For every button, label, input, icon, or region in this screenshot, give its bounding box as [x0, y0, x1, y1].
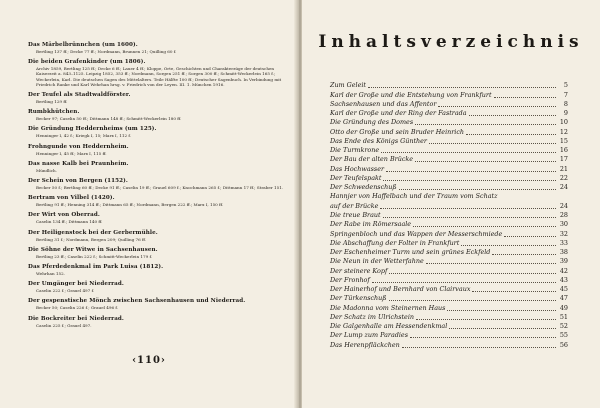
source-entry-title: Der Heiligenstock bei der Gerbermühle. — [28, 229, 158, 236]
toc-entry-title: Springenbloch und das Wappen der Messerschmiede — [330, 229, 503, 238]
toc-row — [330, 183, 568, 192]
toc-row — [330, 201, 568, 210]
toc-entry-title: Karl der Große und der Ring der Fastrada — [330, 109, 467, 118]
toc-row — [330, 248, 568, 257]
toc-dot-leader — [447, 308, 556, 311]
toc-page-number: 43 — [559, 275, 568, 284]
toc-page-number: 51 — [559, 312, 568, 321]
toc-dot-leader — [383, 178, 556, 181]
toc-dot-leader — [461, 243, 556, 246]
toc-entry-title: Der Fronhof — [330, 275, 370, 284]
source-entry — [28, 59, 290, 87]
toc-entry-title: auf der Brücke — [330, 201, 379, 210]
toc-page-number: 56 — [559, 340, 568, 349]
source-entry-references: Becker 50 f.; Bertling 60 ff.; Decke 91 ff.; Caselin 19 ff.; Grauel 609 f.; Knochmann 265 f.; Dittmann 17 ff.; Straber 151. — [36, 185, 284, 191]
source-entry — [28, 264, 290, 276]
toc-row — [330, 276, 568, 285]
left-page — [0, 0, 298, 408]
source-entry-title: Frohngunde von Heddernheim. — [28, 143, 129, 150]
toc-dot-leader — [492, 252, 556, 255]
toc-entry-title: Das Ende des Königs Günther — [330, 136, 427, 145]
toc-dot-leader — [402, 345, 556, 348]
source-entry-title: Der Teufel als Stadtwaldförster. — [28, 92, 131, 99]
source-entry-title: Die Gründung Heddernheims (um 125). — [28, 126, 157, 133]
toc-dot-leader — [410, 335, 556, 338]
toc-entry-title: Der Teufelspakt — [330, 173, 382, 182]
toc-page-number: 49 — [559, 303, 568, 312]
source-entry — [28, 195, 290, 207]
toc-row — [330, 146, 568, 155]
source-entry-references: Becker 97; Caselin 50 ff.; Dittmann 148 ff.; Schmitt-Weckerlein 180 ff. — [36, 116, 182, 122]
source-entry-references: Wehrhan 152. — [36, 271, 66, 277]
toc-entry-title: Der Türkenschuß — [330, 294, 387, 303]
toc-row — [330, 322, 568, 331]
toc-page-number: 8 — [563, 99, 568, 108]
toc-page-number: 33 — [559, 238, 568, 247]
toc-page-number: 55 — [559, 331, 568, 340]
toc-entry-title: Die treue Braut — [330, 210, 381, 219]
source-entry-title: Der Wirt von Oberrad. — [28, 212, 100, 219]
toc-row — [330, 220, 568, 229]
toc-entry-title: Der Hainerhof und Bernhard von Clairvaux — [330, 285, 471, 294]
source-entry-title: Das nasse Kalb bei Praunheim. — [28, 160, 129, 167]
toc-row — [330, 340, 568, 349]
toc-entry-title: Otto der Große und sein Bruder Heinrich — [330, 127, 465, 136]
toc-dot-leader — [504, 234, 556, 237]
source-entry-title: Rumbkhütchen. — [28, 109, 80, 116]
toc-dot-leader — [383, 215, 556, 218]
source-entry-references: Bertling 137 ff.; Decke 77 ff.; Nordmann, Brunnen 21; Quilling 60 f. — [36, 49, 177, 54]
toc-page-number: 38 — [559, 248, 568, 257]
toc-row — [330, 294, 568, 303]
toc-row — [330, 127, 568, 136]
toc-row — [330, 164, 568, 173]
toc-dot-leader — [380, 206, 556, 209]
source-entry — [28, 230, 290, 242]
source-entry-references: Bertling 129 ff. — [36, 99, 68, 105]
toc-dot-leader — [381, 150, 556, 153]
source-entry-references: Henninger I, 45 ff.; Marx I, 115 ff. — [36, 150, 107, 156]
toc-row — [330, 257, 568, 266]
source-entry-references: Becker 50; Caselin 226 f.; Grauel 496 f. — [36, 305, 119, 311]
source-entry — [28, 42, 290, 54]
source-entry — [28, 178, 290, 190]
toc-entry-title: Der Bau der alten Brücke — [330, 155, 414, 164]
toc-entry-title: Die Gründung des Domes — [330, 118, 414, 127]
toc-row — [330, 211, 568, 220]
source-entry-references: Archiv 1859, Bertling 125 ff.; Decke 6 ff.; Lauer 4 ff.; Kloppe, Orte, Geschichten und Charakterzüge der deutschen Kaiserzeit a. 843–1125. Leipzig 1852, 353 ff.; Nordmann, Sorgen 251 ff.; Sorgen 300 ff.; Schmitt-Weckerlein 165 f.; Weckerlein, Karl. Die deutschen Sagen des Mittelalters. Teile Hälfte 100 ff.; Deutscher Sagenbuch. In Verbindung mit Friedrich Ranke und Karl Wehrhan hrsg. v. Friedrich von der Leyen. III. 1. München 1916. — [36, 66, 282, 87]
toc-entry-title: Der Eschenheimer Turm und sein grünes Eckfeld — [330, 248, 491, 257]
toc-page-number: 30 — [559, 220, 568, 229]
source-entry-title: Die Söhne der Witwe in Sachsenhausen. — [28, 246, 158, 253]
toc-page-number: 21 — [559, 164, 568, 173]
toc-dot-leader — [386, 169, 556, 172]
source-entry — [28, 161, 290, 173]
toc-entry-title: Der Rabe im Römersaale — [330, 220, 412, 229]
toc-page-number: 24 — [559, 201, 568, 210]
toc-entry-title: Die Madonna vom Steinernen Haus — [330, 303, 446, 312]
toc-page-number: 47 — [559, 294, 568, 303]
toc-row — [330, 118, 568, 127]
toc-entry-title: Hannjer von Haffelbach und der Traum vom Schatz — [330, 192, 498, 201]
source-entry — [28, 92, 290, 104]
toc-page-number: 9 — [563, 109, 568, 118]
toc-dot-leader — [469, 113, 556, 116]
toc-entry-title: Die Abschaffung der Folter in Frankfurt — [330, 238, 460, 247]
source-entry — [28, 247, 290, 259]
source-entry — [28, 126, 290, 138]
toc-entry-title: Zum Geleit — [330, 81, 366, 90]
source-entry-title: Bertram von Vilbel (1420). — [28, 195, 115, 202]
toc-row — [330, 229, 568, 238]
toc-dot-leader — [426, 261, 556, 264]
toc-dot-leader — [368, 85, 556, 88]
toc-dot-leader — [416, 317, 556, 320]
source-entry-title: Der Umgänger bei Niederrad. — [28, 281, 124, 288]
toc-page-number: 15 — [559, 136, 568, 145]
toc-entry-title: Die Neun in der Wetterfahne — [330, 257, 424, 266]
toc-page-number: 12 — [559, 127, 568, 136]
toc-dot-leader — [494, 95, 556, 98]
source-entry — [28, 298, 290, 310]
toc-row — [330, 192, 568, 201]
toc-entry-title: Der Lump zum Paradies — [330, 331, 408, 340]
toc-row — [330, 81, 568, 90]
source-entry-title: Der gespenstische Mönch zwischen Sachsenhausen und Niederrad. — [28, 298, 246, 305]
toc-page-number: 39 — [559, 257, 568, 266]
toc-row — [330, 313, 568, 322]
source-entry-references: Caselin 222 f.; Grauel 497 f. — [36, 288, 95, 294]
toc-dot-leader — [399, 187, 556, 190]
toc-row — [330, 303, 568, 312]
right-page — [302, 0, 600, 408]
source-entry-title: Der Schein von Bergen (1152). — [28, 178, 128, 185]
toc-dot-leader — [466, 132, 556, 135]
toc-row — [330, 109, 568, 118]
toc-page-number: 28 — [559, 210, 568, 219]
source-entry-references: Bertling 91 ff.; Henning 314 ff.; Dittmann 65 ff.; Nordmann, Bergen 222 ff.; Marx I, 150 ff. — [36, 202, 224, 208]
source-entry-title: Die Bockreiter bei Niederrad. — [28, 315, 124, 322]
toc-page-number: 10 — [559, 118, 568, 127]
toc-row — [330, 239, 568, 248]
toc-dot-leader — [429, 141, 556, 144]
toc-row — [330, 285, 568, 294]
toc-dot-leader — [389, 271, 556, 274]
toc-page-number: 7 — [563, 90, 568, 99]
source-entry — [28, 281, 290, 293]
toc-page-number: 5 — [563, 81, 568, 90]
toc-page-number: 17 — [559, 155, 568, 164]
page-number: ‹110› — [132, 355, 166, 366]
source-entry-references: Bertling 23 ff.; Caselin 222 f.; Schmitt-Weckerlein 179 f. — [36, 253, 153, 259]
toc-page-number: 32 — [559, 229, 568, 238]
toc-entry-title: Die Galgenhalle am Hessendenkmal — [330, 322, 448, 331]
source-entry-title: Das Pferdedenkmal im Park Luisa (1812). — [28, 264, 164, 271]
toc-page-number: 22 — [559, 173, 568, 182]
source-entry-references: Bertling 31 f.; Nordmann, Bergen 209; Quilling 76 ff. — [36, 236, 147, 242]
toc-dot-leader — [472, 289, 556, 292]
toc-row — [330, 137, 568, 146]
toc-dot-leader — [438, 104, 556, 107]
table-of-contents — [330, 81, 568, 350]
toc-page-number: 52 — [559, 322, 568, 331]
source-entry-title: Das Märbelbrünnchen (um 1600). — [28, 42, 138, 48]
source-list — [28, 42, 290, 333]
source-entry — [28, 144, 290, 156]
toc-dot-leader — [413, 224, 556, 227]
source-entry-references: Caselin 134 ff.; Dittmann 140 ff. — [36, 219, 103, 225]
source-entry-title: Die beiden Grafenkinder (um 1806). — [28, 59, 146, 66]
toc-title: Inhaltsverzeichnis — [318, 32, 584, 52]
toc-row — [330, 155, 568, 164]
toc-entry-title: Der Schwedenschuß — [330, 183, 397, 192]
toc-dot-leader — [415, 122, 556, 125]
source-entry — [28, 212, 290, 224]
toc-dot-leader — [372, 280, 556, 283]
toc-row — [330, 331, 568, 340]
toc-entry-title: Die Turmkrone — [330, 146, 380, 155]
toc-dot-leader — [415, 159, 556, 162]
source-entry-references: Caselin 225 f.; Grauel 497. — [36, 322, 92, 328]
source-entry — [28, 109, 290, 121]
toc-row — [330, 174, 568, 183]
toc-row — [330, 266, 568, 275]
toc-page-number: 42 — [559, 266, 568, 275]
toc-entry-title: Der Schatz im Ulrichstein — [330, 312, 414, 321]
toc-entry-title: Der steinere Kopf — [330, 266, 388, 275]
toc-page-number: 24 — [559, 183, 568, 192]
toc-dot-leader — [449, 326, 556, 329]
source-entry-references: Henninger I, 42 f.; Kriegk I, 15; Marx I, 112 f. — [36, 133, 132, 139]
toc-entry-title: Sachsenhausen und das Affentor — [330, 99, 437, 108]
toc-page-number: 16 — [559, 146, 568, 155]
toc-dot-leader — [389, 298, 556, 301]
toc-entry-title: Das Herenpfläckchen — [330, 340, 400, 349]
toc-row — [330, 100, 568, 109]
toc-page-number: 45 — [559, 285, 568, 294]
toc-entry-title: Das Hochwasser — [330, 164, 385, 173]
toc-row — [330, 90, 568, 99]
source-entry-references: Mündlich. — [36, 167, 57, 173]
toc-entry-title: Karl der Große und die Entstehung von Frankfurt — [330, 90, 492, 99]
source-entry — [28, 316, 290, 328]
